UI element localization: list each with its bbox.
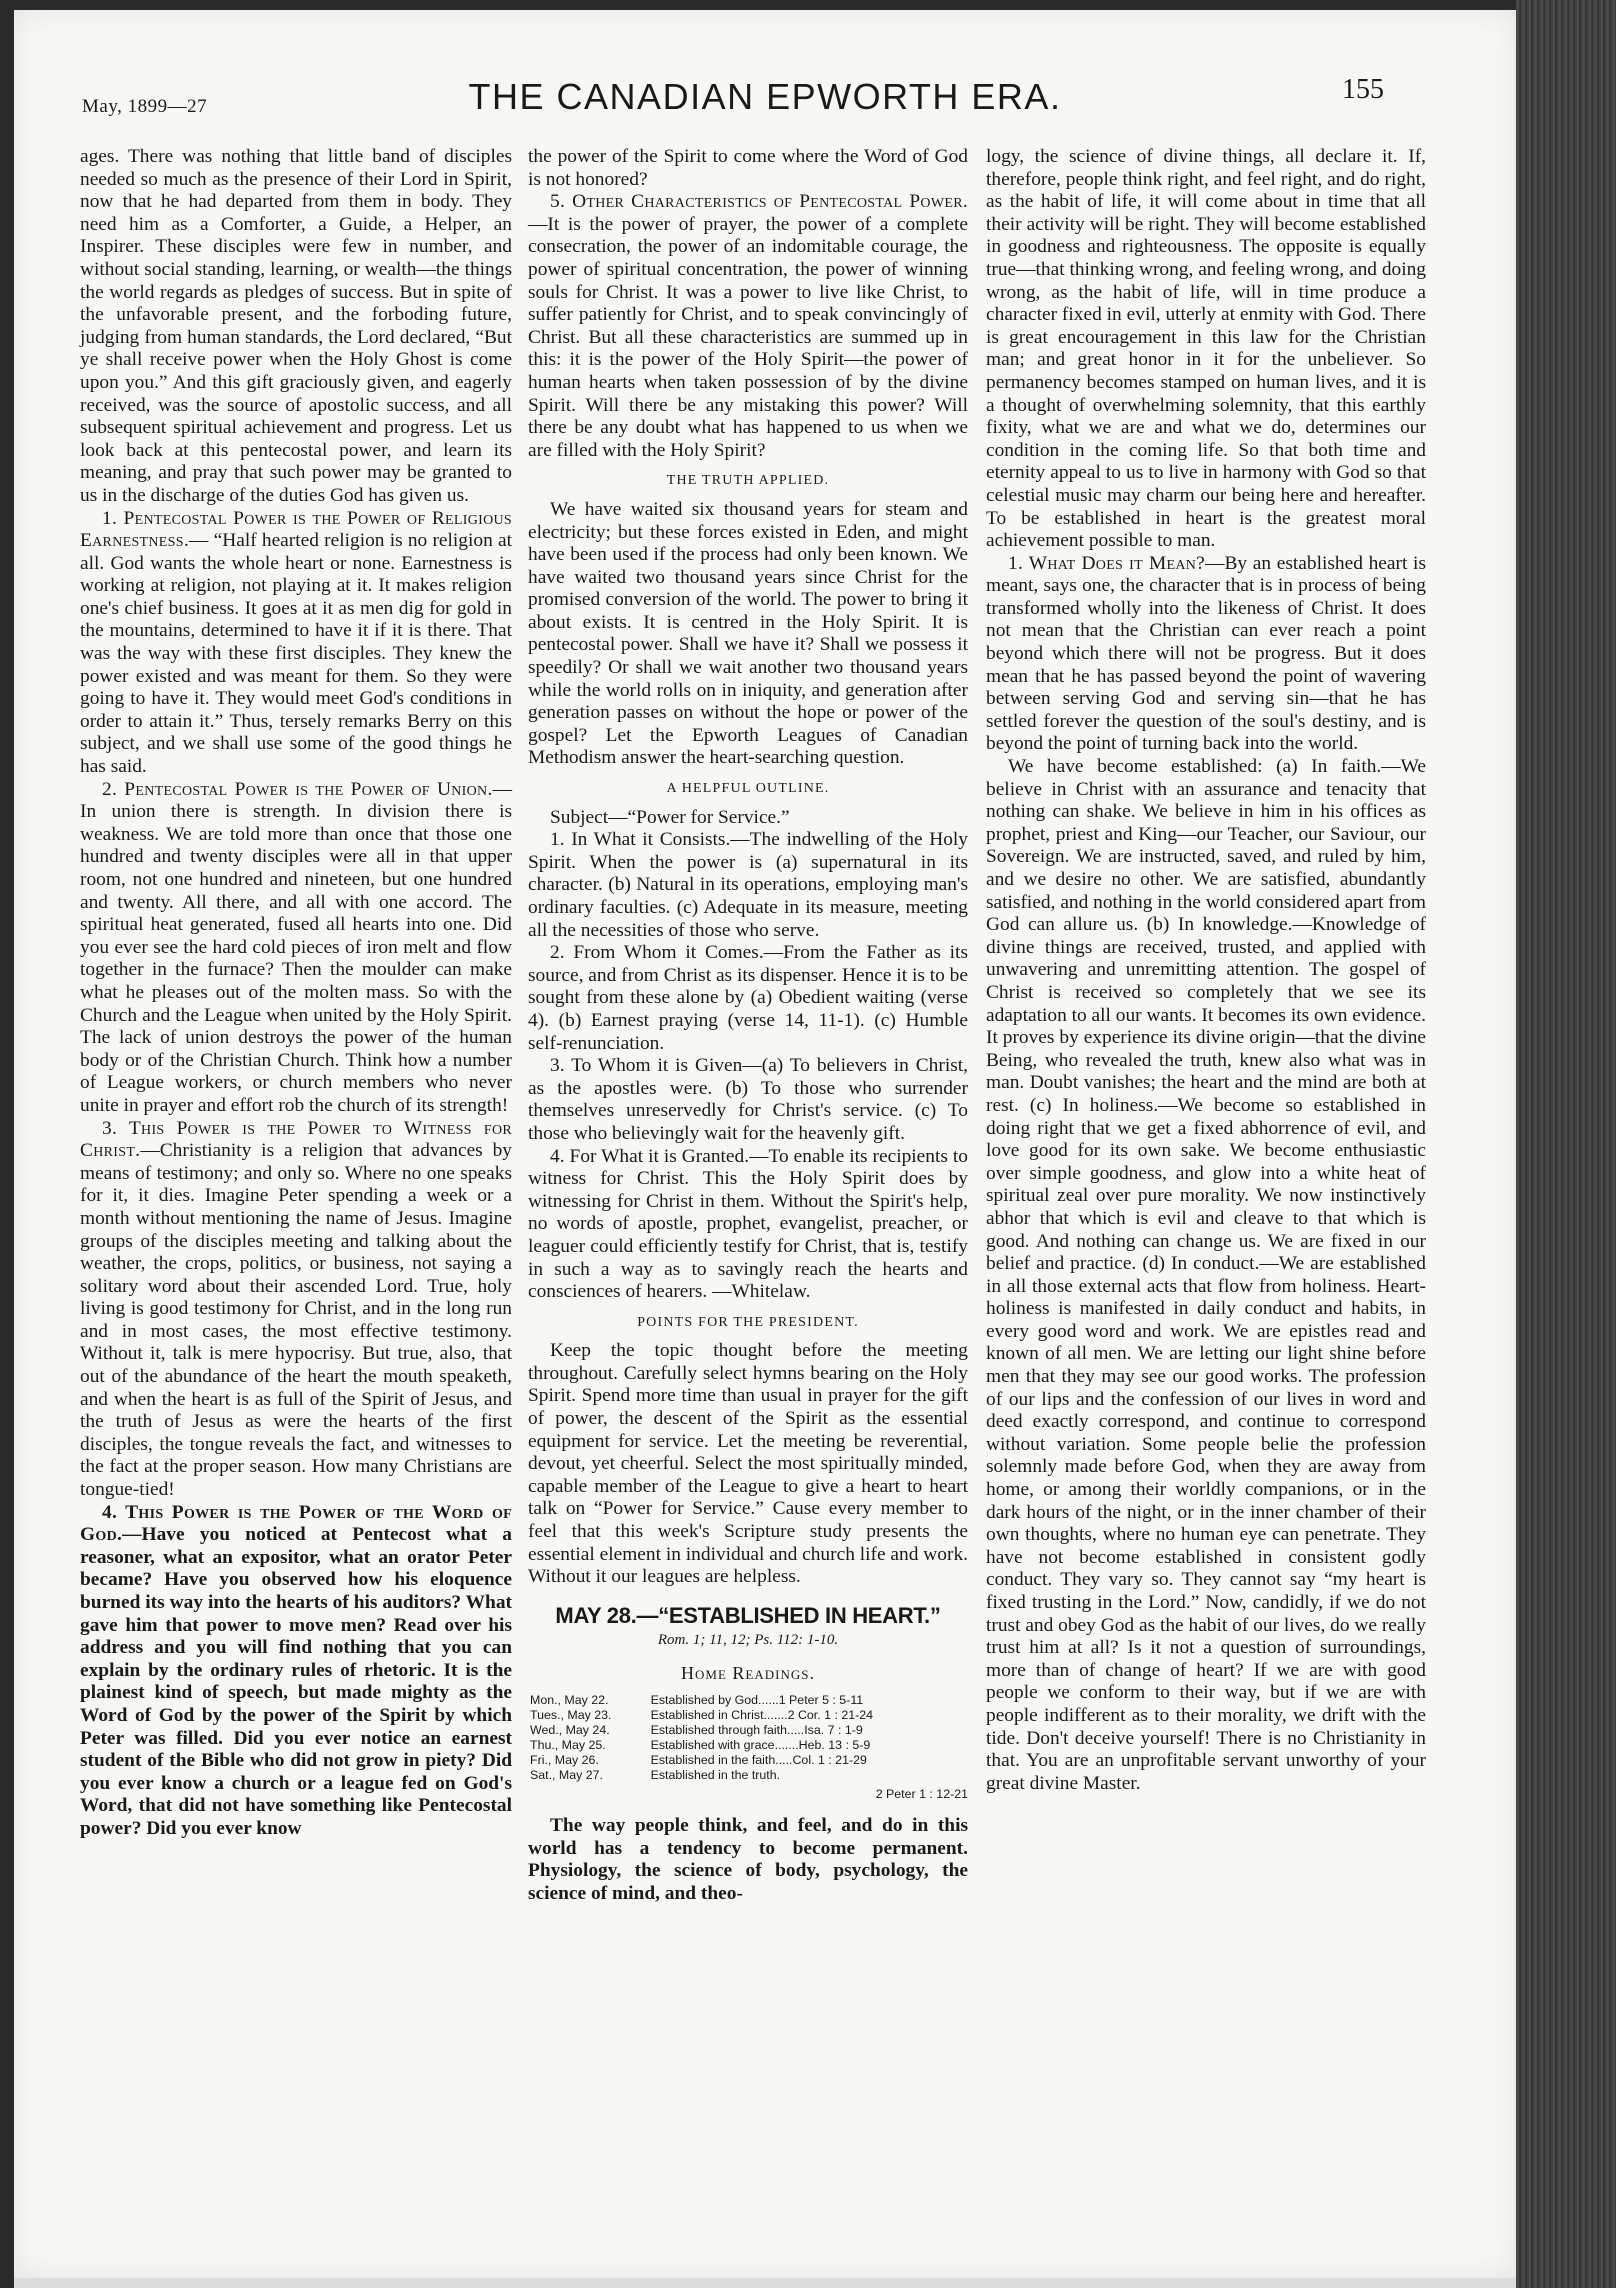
section-paragraph	[80, 1502, 512, 1841]
outline-subject: Subject—“Power for Service.”	[550, 806, 790, 828]
page-left-edge	[0, 0, 14, 2288]
section-paragraph	[80, 779, 512, 1118]
section-paragraph	[80, 1118, 512, 1502]
reading-day: Tues., May 23.	[530, 1707, 612, 1722]
table-row	[528, 1693, 968, 1708]
section-heading: 1. What Does it Mean?	[1008, 552, 1206, 574]
outline-item: 3. To Whom it is Given—(a) To believers in Christ, as the apostles were. (b) To those who surrender themselves unreservedly for Christ's service. (c) To those who believingly wait for the heavenly gift.	[528, 1055, 968, 1144]
section-heading: 3. This Power is the Power to Witness for Christ.	[80, 1117, 512, 1162]
reading-reference: 2 Peter 1 : 12-21	[875, 1786, 968, 1801]
section-paragraph	[528, 191, 968, 462]
reading-day: Wed., May 24.	[530, 1722, 610, 1737]
section-text: —Christianity is a religion that advances by means of testimony; and only so. Where no one speaks for it, it dies. Imagine Peter spending a week or a month without mentioning the name of Jesus. Imagine groups of the disciples meeting and talking about the weather, the crops, politics, or business, not saying a solitary word about their ascended Lord. True, holy living is good testimony for Christ, and in the long run and in most cases, the most effective testimony. Without it, talk is mere hypocrisy. But true, also, that out of the abundance of the heart the mouth speaketh, and when the heart is as full of the Spirit of Jesus, and the truth of Jesus as were the hearts of the first disciples, the tongue reveals the fact, and witnesses to the fact at the proper season. How many Christians are tongue-tied!	[80, 1140, 512, 1501]
table-row	[528, 1753, 968, 1768]
paragraph: The way people think, and feel, and do in this world has a tendency to become permanent. Physiology, the science of body, psychology, the science of mind, and theo-	[528, 1815, 968, 1904]
section-paragraph	[986, 553, 1426, 756]
outline-item: 2. From Whom it Comes.—From the Father as its source, and from Christ as its dispenser. Hence it is to be sought from these alone by (a) Obedient waiting (verse 4). (b) Earnest praying (verse 14, 11-1). (c) Humble self-renunciation.	[528, 942, 968, 1054]
section-heading: 2. Pentecostal Power is the Power of Union.	[102, 778, 493, 800]
table-row	[528, 1708, 968, 1723]
reading-text: Established by God......1 Peter 5 : 5-11	[650, 1692, 864, 1707]
subheading-truth-applied: THE TRUTH APPLIED.	[666, 473, 830, 489]
subheading-points-president: POINTS FOR THE PRESIDENT.	[637, 1314, 859, 1330]
table-row	[528, 1738, 968, 1753]
reading-day: Sat., May 27.	[530, 1767, 604, 1782]
reading-text: Established in the truth.	[650, 1767, 781, 1782]
outline-item: 4. For What it is Granted.—To enable its recipients to witness for Christ. This the Holy Spirit does by witnessing for Christ in them. Without the Spirit's help, no words of apostle, prophet, evangelist, preacher, or leaguer could efficiently testify for Christ, that is, testify in such a way as to savingly reach the hearts and consciences of hearers. —Whitelaw.	[528, 1145, 968, 1303]
section-heading: 5. Other Characteristics of Pentecostal Power.	[550, 191, 968, 213]
reading-day: Fri., May 26.	[530, 1752, 599, 1767]
column-2	[528, 146, 968, 1906]
reading-text: Established with grace.......Heb. 13 : 5-9	[650, 1737, 871, 1752]
column-1	[80, 146, 512, 1841]
topic-heading: MAY 28.—“ESTABLISHED IN HEART.”	[555, 1602, 941, 1628]
reading-text: Established in Christ.......2 Cor. 1 : 21-24	[650, 1707, 874, 1722]
paragraph: logy, the science of divine things, all declare it. If, therefore, people think right, and feel right, and do right, as the habit of life, it will come about in time that all their activity will be right. They will become established in goodness and righteousness. The opposite is equally true—that thinking wrong, and feeling wrong, and doing wrong, as the habit of life, will in time produce a character fixed in evil, utterly at enmity with God. There is great encouragement in this law for the Christian man; and great honor in it for the unbeliever. So permanency becomes stamped on human lives, and it is a thought of overwhelming solemnity, that this earthly fixity, what we are and what we do, determines our condition in the coming life. So that both time and eternity appeal to us to live in harmony with God so that celestial music may charm our being here and hereafter. To be established in heart is the greatest moral achievement possible to man.	[986, 146, 1426, 552]
home-readings-table	[528, 1693, 968, 1783]
running-head	[14, 72, 1516, 122]
section-heading: 4. This Power is the Power of the Word of God.	[80, 1501, 512, 1546]
paragraph: ages. There was nothing that little band of disciples needed so much as the presence of their Lord in Spirit, now that he had departed from them in body. They need him as a Comforter, a Guide, a Helper, an Inspirer. These disciples were few in number, and without social standing, learning, or wealth—the things the world regards as pledges of success. But in spite of the unfavorable present, and the forboding future, judging from human standards, the Lord declared, “But ye shall receive power when the Holy Ghost is come upon you.” And this gift graciously given, and eagerly received, was the source of apostolic success, and all subsequent spiritual achievement and progress. Let us look back at this pentecostal power, and learn its meaning, and pray that such power may be granted to us in the discharge of the duties God has given us.	[80, 146, 512, 506]
reading-text: Established in the faith.....Col. 1 : 21-29	[650, 1752, 867, 1767]
section-text: —By an established heart is meant, says one, the character that is in process of being transformed wholly into the likeness of Christ. It does not mean that the Christian can ever reach a point beyond which there will not be progress. But it does mean that he has passed beyond the point of wavering between serving God and serving sin—that he has settled forever the question of the soul's destiny, and is beyond the point of turning back into the world.	[986, 552, 1426, 755]
publication-title: THE CANADIAN EPWORTH ERA.	[468, 76, 1062, 117]
table-row	[528, 1768, 968, 1783]
subheading-helpful-outline: A HELPFUL OUTLINE.	[666, 781, 830, 797]
paragraph: We have become established: (a) In faith.—We believe in Christ with an assurance and tenacity that nothing can shake. We believe in him in his offices as prophet, priest and King—our Teacher, our Saviour, our Sovereign. We are instructed, saved, and ruled by him, and we desire no other. We are satisfied, abundantly satisfied, and nothing in the world considered apart from God can allure us. (b) In knowledge.—Knowledge of divine things are received, trusted, and applied with unwavering and unremitting attention. The gospel of Christ is received so completely that we see its adaptation to all our wants. It becomes its own evidence. It proves by experience its divine origin—that the divine Being, who revealed the truth, knew also what was in man. Doubt vanishes; the heart and the mind are both at rest. (c) In holiness.—We become so established in doing right that we get a fixed abhorrence of evil, and love good for its own sake. We become enthusiastic over simple goodness, and glow into a white heat of spiritual zeal over pure morality. We now instinctively abhor that which is evil and cleave to that which is good. And nothing can change us. We are fixed in our belief and practice. (d) In conduct.—We are established in all those external acts that flow from holiness. Heart-holiness is manifested in daily conduct and habits, in every good word and work. We are epistles read and known of all men. We are letting our light shine before men that they may see our good works. The profession of our lips and the confession of our lives in word and deed exactly correspond, and continue to correspond without variation. Some people belie the profession solemnly made before God, when they are away from home, or among their worldly companions, or in the dark hours of the night, or in the inner chamber of their own thoughts, where no human eye can penetrate. They have not become established in consistent godly conduct. They vary so. They cannot say “my heart is fixed trusting in the Lord.” Now, candidly, if we do not trust and obey God as the habit of our lives, do we really trust him at all? Is it not a question of surroundings, more than of change of heart? If we are with good people we conform to their way, but if we are with people indifferent as to their morality, we drift with the tide. Don't deceive yourself! There is no Christianity in that. You are an unprofitable servant unworthy of your great divine Master.	[986, 756, 1426, 1794]
reading-text: Established through faith.....Isa. 7 : 1-9	[650, 1722, 863, 1737]
page-number: 155	[1342, 74, 1384, 105]
section-text: —It is the power of prayer, the power of a complete consecration, the power of an indomitable courage, the power of spiritual concentration, the power of winning souls for Christ. It was a power to live like Christ, to suffer patiently for Christ, and to speak convincingly of Christ. But all these characteristics are summed up in this: it is the power of the Holy Spirit—the power of human hearts when taken possession of by the divine Spirit. Will there be any mistaking this power? Will there be any doubt what has happened to us when we are filled with the Holy Spirit?	[528, 213, 968, 461]
book-spine-edge	[1516, 0, 1616, 2288]
reading-day: Mon., May 22.	[530, 1692, 609, 1707]
section-text: —Have you noticed at Pentecost what a reasoner, what an expositor, what an orator Peter became? Have you observed how his eloquence burned its way into the hearts of his auditors? What gave him that power to move men? Read over his address and you will find nothing that you can explain by the ordinary rules of rhetoric. It is the plainest kind of speech, but made mighty as the Word of God by the power of the Spirit by which Peter was filled. Did you ever notice an earnest student of the Bible who did not grow in piety? Did you ever know a church or a league fed on God's Word, that did not have something like Pentecostal power? Did you ever know	[80, 1524, 512, 1839]
section-heading: 1. Pentecostal Power is the Power of Religious Earnestness.	[80, 507, 512, 552]
scripture-references: Rom. 1; 11, 12; Ps. 112: 1-10.	[657, 1632, 839, 1649]
reading-day: Thu., May 25.	[530, 1737, 606, 1752]
paragraph: Keep the topic thought before the meeting throughout. Carefully select hymns bearing on the Holy Spirit. Spend more time than usual in prayer for the gift of power, the descent of the Spirit as the essential equipment for service. Let the meeting be reverential, devout, yet cheerful. Select the most spiritually minded, capable member of the League to give a heart to heart talk on “Power for Service.” Cause every member to feel that this week's Scripture study presents the essential element in individual and church life and work. Without it our leagues are helpless.	[528, 1340, 968, 1588]
outline-item: 1. In What it Consists.—The indwelling of the Holy Spirit. When the power is (a) supernatural in its character. (b) Natural in its operations, employing man's ordinary faculties. (c) Adequate in its measure, meeting all the necessities of those who serve.	[528, 829, 968, 941]
newspaper-page	[14, 10, 1516, 2278]
section-text: — “Half hearted religion is no religion at all. God wants the whole heart or none. Earnestness is working at religion, not playing at it. It makes religion one's chief business. It goes at it as men dig for gold in the mountains, determined to have it if it is there. That was the way with these first disciples. They knew the power existed and was meant for them. So they were going to have it. They would meet God's conditions in order to attain it.” Thus, tersely remarks Berry on this subject, and we shall use some of the good things he has said.	[80, 530, 512, 778]
section-paragraph	[80, 508, 512, 779]
home-readings-title: Home Readings.	[681, 1663, 815, 1683]
issue-date: May, 1899—27	[82, 96, 208, 117]
page-top-edge	[0, 0, 1616, 10]
section-text: —In union there is strength. In division there is weakness. We are told more than once that those one hundred and twenty disciples were all in that upper room, not one hundred and nineteen, but one hundred and twenty. All there, and all with one accord. The spiritual heat generated, fused all hearts into one. Did you ever see the hard cold pieces of iron melt and flow together in the furnace? Then the moulder can make what he pleases out of the molten mass. So with the Church and the League when united by the Holy Spirit. The lack of union destroys the power of the human body or of the Christian Church. Think how a number of League workers, or church members who never unite in prayer and effort rob the church of its strength!	[80, 778, 512, 1116]
column-3	[986, 146, 1426, 1795]
paragraph: We have waited six thousand years for steam and electricity; but these forces existed in Eden, and might have been used if the process had only been known. We have waited two thousand years since Christ for the promised conversion of the world. The power to bring it about exists. It is centred in the Holy Spirit. It is pentecostal power. Shall we have it? Shall we possess it speedily? Or shall we wait another two thousand years while the world rolls on in iniquity, and generation after generation passes on without the hope or power of the gospel? Let the Epworth Leagues of Canadian Methodism answer the heart-searching question.	[528, 498, 968, 769]
paragraph: the power of the Spirit to come where the Word of God is not honored?	[528, 146, 968, 190]
table-row	[528, 1723, 968, 1738]
